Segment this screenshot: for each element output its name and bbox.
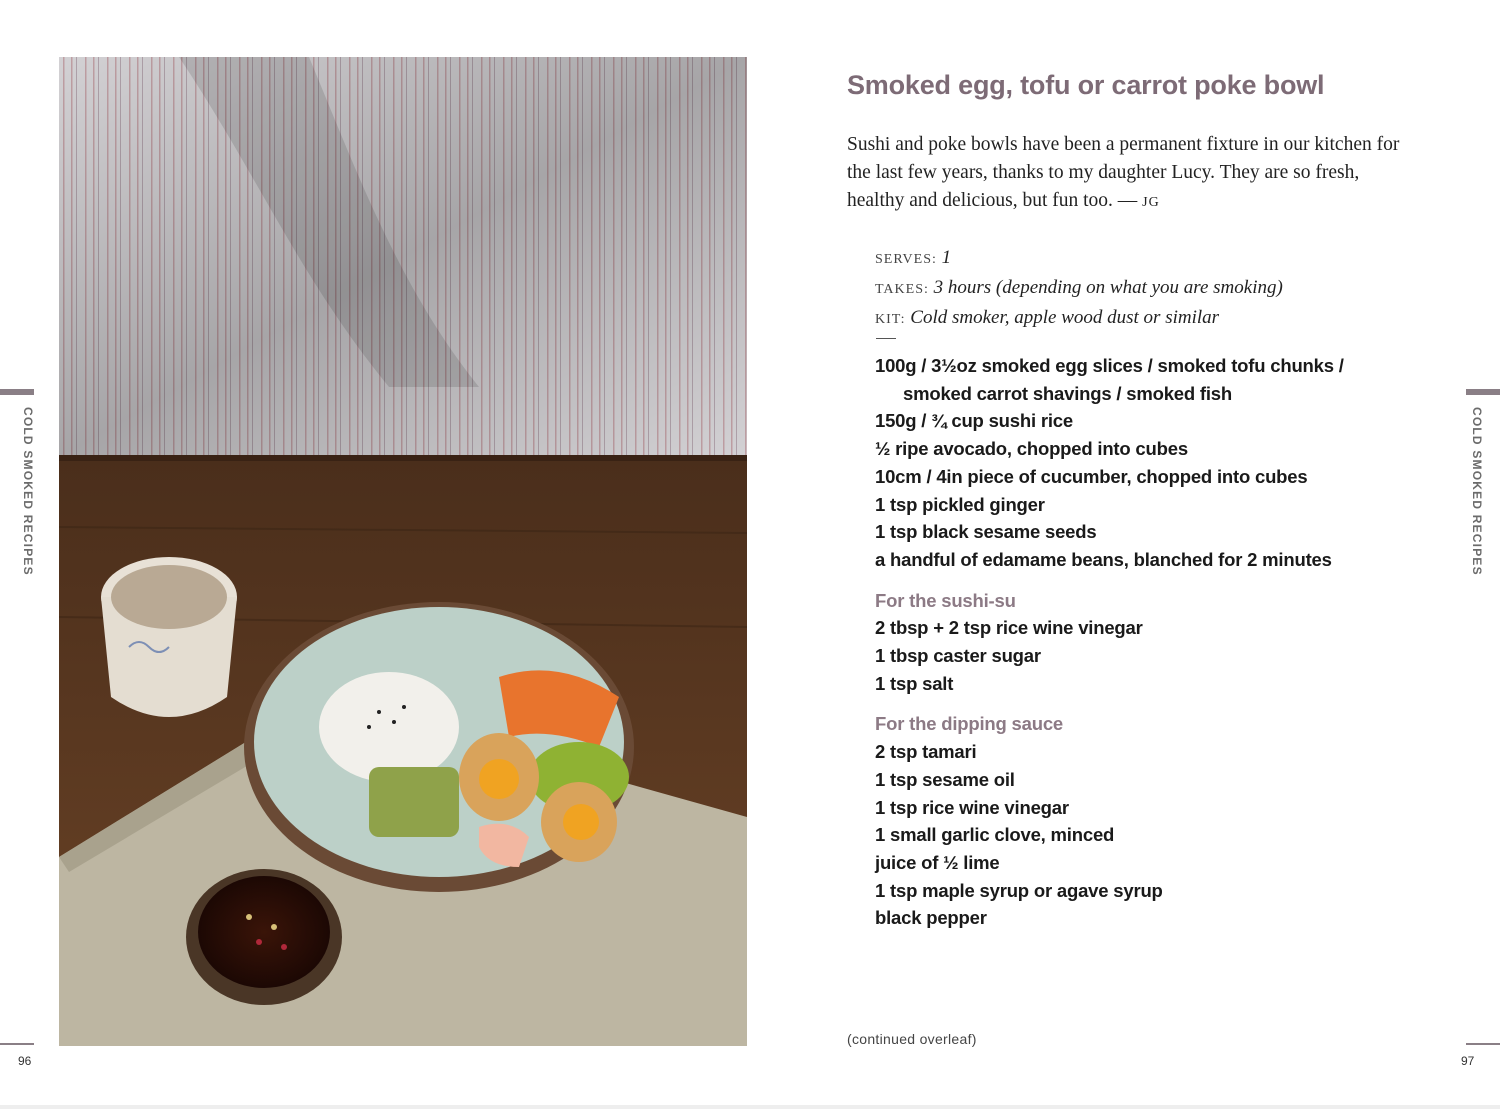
right-page-number: 97: [1461, 1054, 1475, 1068]
ingredient-item: 1 tsp pickled ginger: [875, 493, 1045, 515]
dipping-sauce-item: 1 tsp sesame oil: [875, 768, 1015, 790]
intro-text: Sushi and poke bowls have been a permanent fixture in our kitchen for the last few years, thanks to my daughter Lucy. They are so fresh, healthy and delicious, but fun too. —: [847, 134, 1400, 211]
takes-value: 3 hours (depending on what you are smoking): [933, 277, 1283, 298]
right-folio-mark: [1466, 1043, 1500, 1045]
ingredient-item-continued: smoked carrot shavings / smoked fish: [903, 382, 1232, 404]
left-tab-label: COLD SMOKED RECIPES: [21, 407, 35, 576]
serves-label: SERVES:: [875, 252, 937, 267]
continued-note: (continued overleaf): [847, 1031, 977, 1047]
kit-row: [875, 304, 1283, 334]
ingredient-item: a handful of edamame beans, blanched for 2 minutes: [875, 548, 1332, 570]
page-edge: [0, 1105, 1500, 1109]
dipping-sauce-item: black pepper: [875, 907, 987, 929]
author-initials: JG: [1142, 195, 1160, 210]
left-tab-bar: [0, 389, 34, 395]
ingredient-item: 1 tsp black sesame seeds: [875, 521, 1097, 543]
right-tab-bar: [1466, 389, 1500, 395]
recipe-photo: [59, 57, 747, 1046]
recipe-meta: [875, 244, 1283, 334]
dipping-sauce-item: 1 small garlic clove, minced: [875, 824, 1115, 846]
kit-label: KIT:: [875, 312, 906, 327]
sushi-su-item: 1 tsp salt: [875, 672, 954, 694]
ingredient-item: 150g / ¾ cup sushi rice: [875, 410, 1073, 432]
dipping-sauce-item: 1 tsp rice wine vinegar: [875, 796, 1069, 818]
ingredients-list: [875, 352, 1395, 932]
recipe-intro: [847, 131, 1407, 217]
meta-divider: [876, 338, 896, 339]
left-folio-mark: [0, 1043, 34, 1045]
ingredient-item: 10cm / 4in piece of cucumber, chopped into cubes: [875, 465, 1308, 487]
dipping-sauce-item: 1 tsp maple syrup or agave syrup: [875, 879, 1163, 901]
sushi-su-heading: For the sushi-su: [875, 589, 1016, 611]
dipping-sauce-item: 2 tsp tamari: [875, 741, 977, 763]
right-tab-label: COLD SMOKED RECIPES: [1470, 407, 1484, 576]
ingredient-item: 100g / 3½oz smoked egg slices / smoked tofu chunks /: [875, 355, 1344, 376]
serves-value: 1: [941, 247, 952, 268]
recipe-title: Smoked egg, tofu or carrot poke bowl: [847, 70, 1325, 100]
sushi-su-item: 2 tbsp + 2 tsp rice wine vinegar: [875, 617, 1143, 639]
serves-row: [875, 244, 1283, 274]
takes-row: [875, 274, 1283, 304]
ingredient-item: ½ ripe avocado, chopped into cubes: [875, 438, 1188, 460]
dipping-sauce-item: juice of ½ lime: [875, 851, 1000, 873]
dipping-sauce-heading: For the dipping sauce: [875, 713, 1064, 735]
takes-label: TAKES:: [875, 282, 929, 297]
left-page-number: 96: [18, 1054, 32, 1068]
sushi-su-item: 1 tbsp caster sugar: [875, 645, 1041, 667]
kit-value: Cold smoker, apple wood dust or similar: [910, 307, 1220, 328]
